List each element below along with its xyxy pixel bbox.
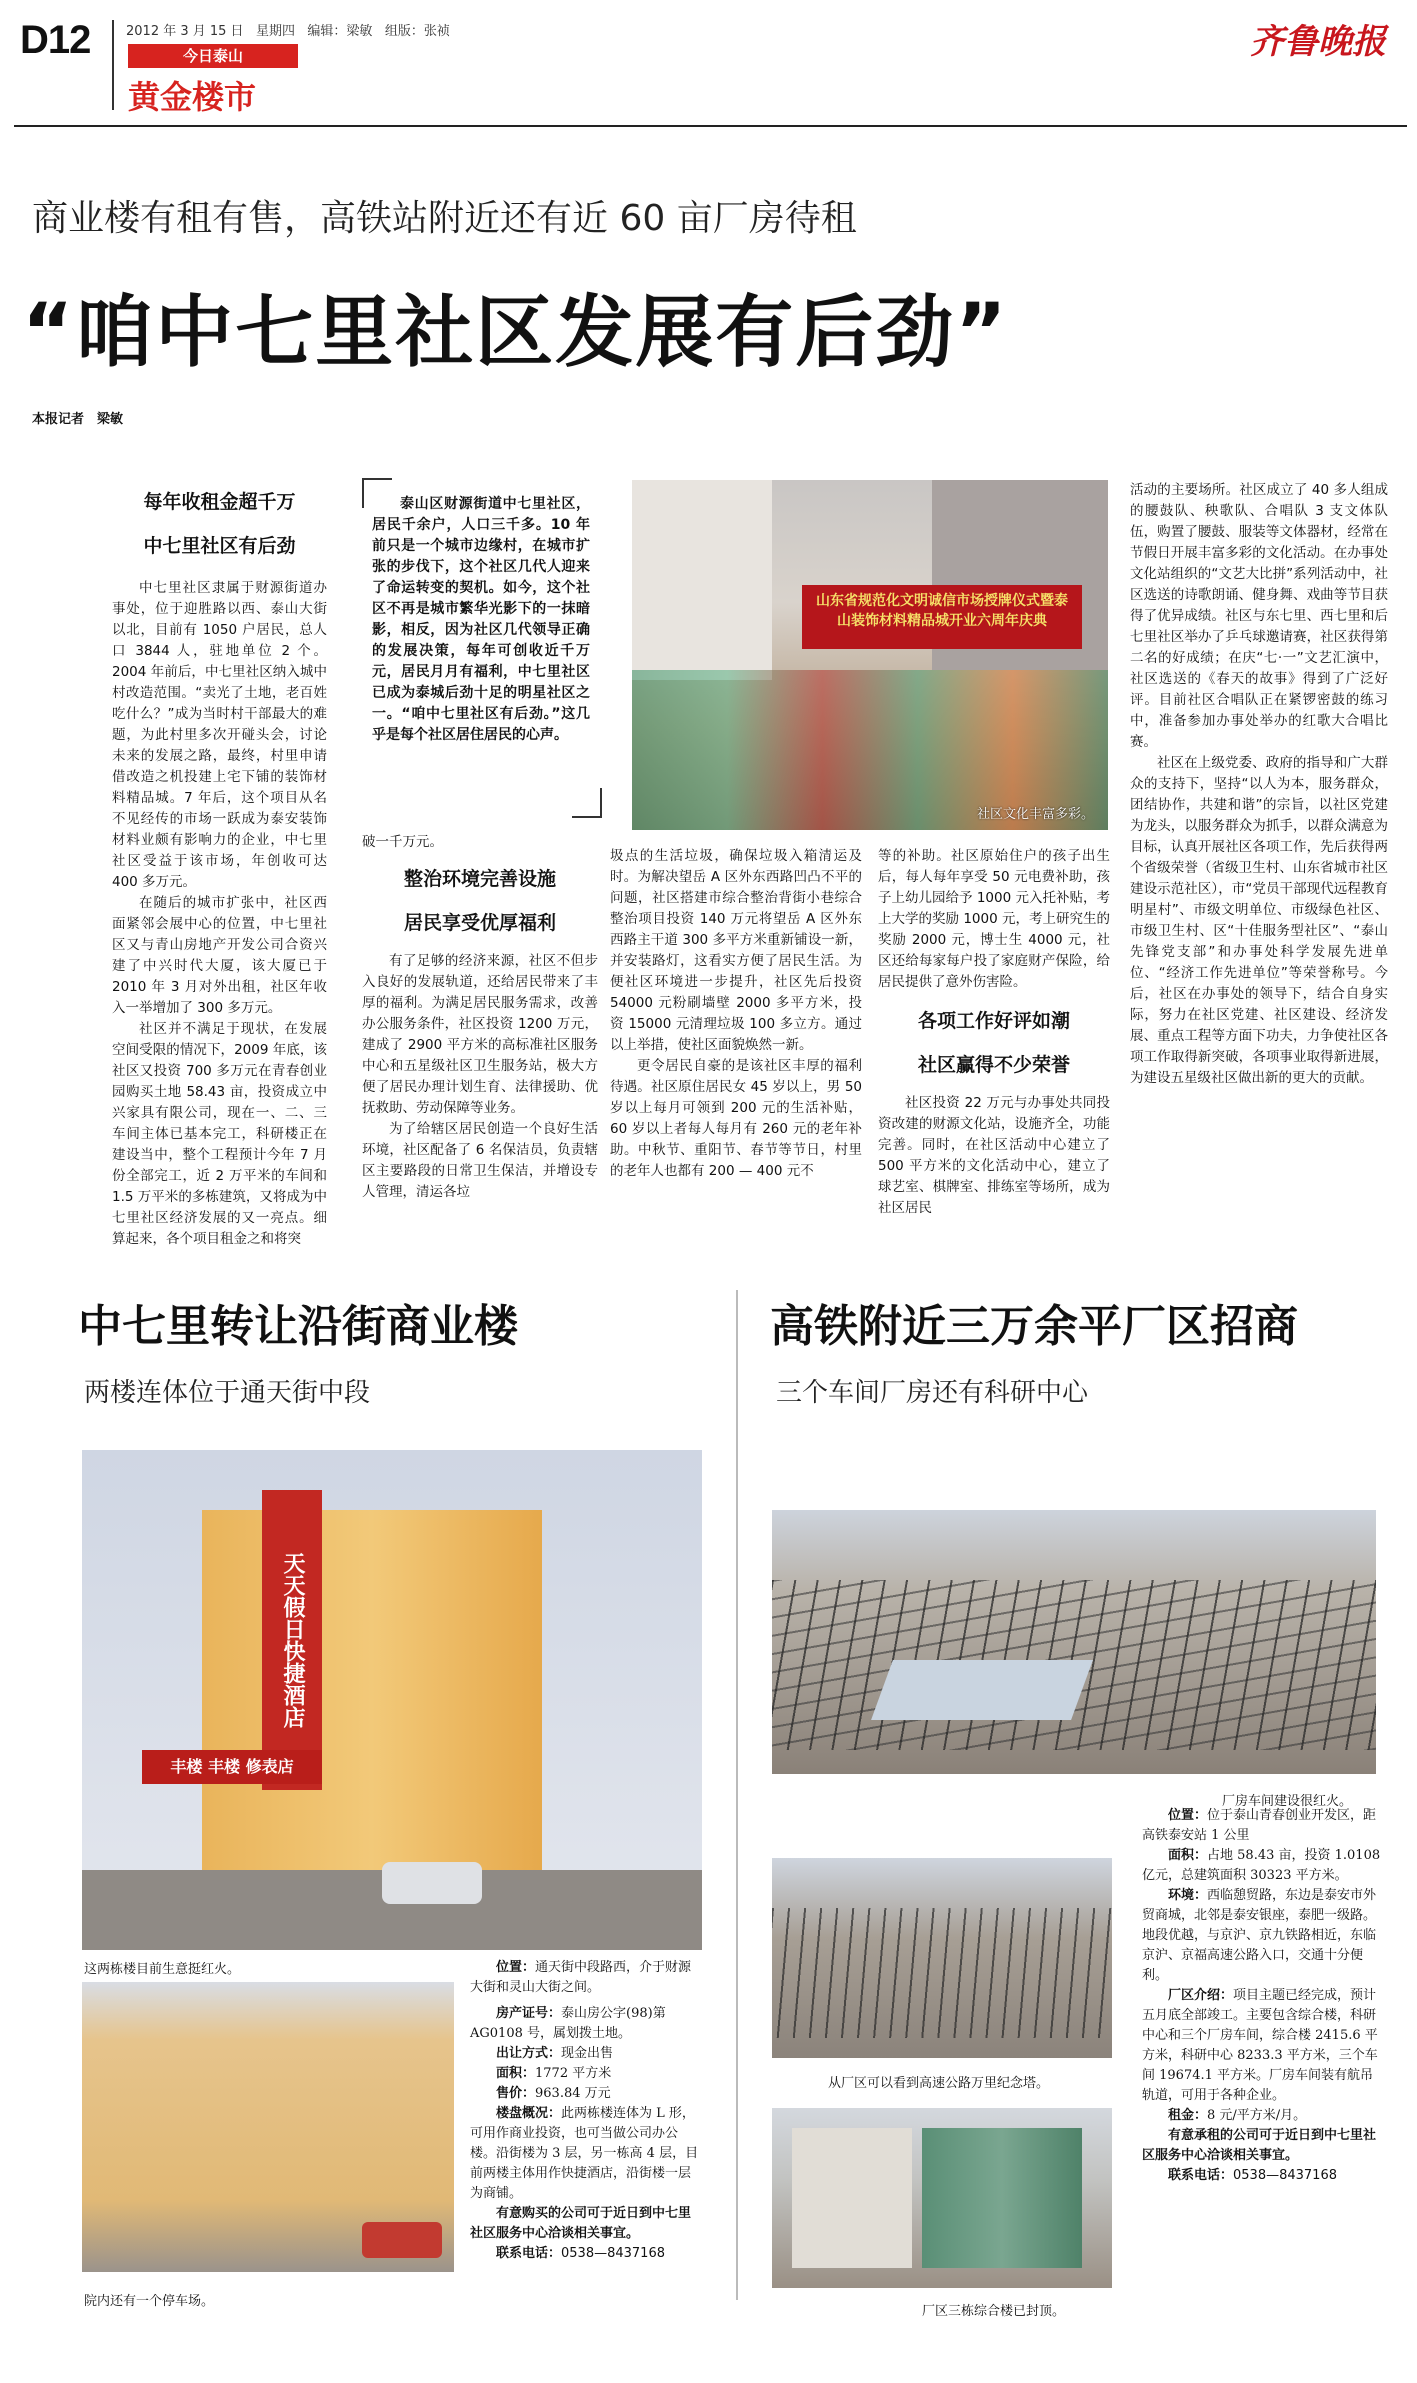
header-rule (14, 125, 1407, 127)
photo-roof-panel (871, 1660, 1093, 1720)
subhead-1b: 中七里社区有后劲 (143, 535, 296, 557)
right-caption-3: 厂区三栋综合楼已封顶。 (922, 2304, 1066, 2319)
col3-paragraph-1: 圾点的生活垃圾，确保垃圾入箱清运及时。为解决望岳 A 区外东西路凹凸不平的问题，社区搭建市综合整治背街小巷综合整治项目投资 140 万元将望岳 A 区外东西路主干道 300 多平方米重新铺设一新，并安装路灯，这看实方便了居民生活。为便社区环境进一步提升，社区先后投资 54000 元粉刷墙壁 2000 多平方米，投资 15000 元清理垃圾 100 多立方。通过以上举措，使社区面貌焕然一新。 (610, 848, 862, 1053)
newspaper-logo: 齐鲁晚报 (1250, 22, 1386, 62)
article-headline: “咱中七里社区发展有后劲” (22, 288, 1009, 378)
factory-building-photo (772, 2108, 1112, 2288)
label-location: 位置： (1168, 1808, 1208, 1823)
value-method: 现金出售 (561, 2046, 614, 2061)
value-location: 位于泰山青春创业开发区，距高铁泰安站 1 公里 (1142, 1808, 1377, 1843)
value-overview: 此两栋楼连体为 L 形，可用作商业投资，也可当做公司办公楼。沿街楼为 3 层，另一栋高 4 层，目前两楼主体用作快捷酒店，沿街楼一层为商铺。 (470, 2106, 699, 2201)
left-area (470, 2064, 702, 2084)
pullquote-bracket-top (362, 478, 364, 508)
parking-yard-photo (82, 1982, 454, 2272)
label-location: 位置： (496, 1960, 536, 1975)
layout-text: 组版：张祯 (384, 24, 450, 39)
left-caption-2: 院内还有一个停车场。 (84, 2294, 215, 2309)
photo-office-block (792, 2128, 912, 2268)
right-caption-2: 从厂区可以看到高速公路万里纪念塔。 (828, 2076, 1050, 2091)
label-phone: 联系电话： (496, 2246, 562, 2261)
label-phone: 联系电话： (1168, 2168, 1234, 2183)
left-listing-title: 中七里转让沿街商业楼 (78, 1301, 518, 1352)
col1-paragraph-1: 中七里社区隶属于财源街道办事处，位于迎胜路以西、泰山大街以北，目前有 1050 户居民，总人口 3844 人，驻地单位 2 个。2004 年前后，中七里社区纳入城中村改造范围。“卖光了土地，老百姓吃什么？”成为当时村干部最大的难题，为此村里多次开碰头会，讨论未来的发展之路，最终，村里申请借改造之机投建上宅下铺的装饰材料精品城。7 年后，这个项目从名不见经传的市场一跃成为泰安装饰材料业颇有影响力的企业，中七里社区受益于该市场，年创收可达 400 多万元。 (112, 580, 327, 890)
label-cert: 房产证号： (496, 2006, 562, 2021)
right-contact-note: 有意承租的公司可于近日到中七里社区服务中心洽谈相关事宜。 (1142, 2128, 1377, 2163)
left-price (470, 2084, 702, 2104)
factory-highway-photo (772, 1858, 1112, 2058)
subhead-1a: 每年收租金超千万 (143, 491, 296, 513)
right-phone (1142, 2166, 1382, 2186)
value-cert: 泰山房公字(98)第 AG0108 号，属划拨土地。 (470, 2006, 666, 2041)
right-listing-subtitle: 三个车间厂房还有科研中心 (776, 1378, 1089, 1408)
value-intro: 项目主题已经完成，预计五月底全部竣工。主要包含综合楼，科研中心和三个厂房车间，综合楼 2415.6 平方米，科研中心 8233.3 平方米，三个车间 19674.1 平方米。厂房车间装有航吊轨道，可用于各种企业。 (1142, 1988, 1378, 2103)
right-intro (1142, 1986, 1382, 2106)
left-location (470, 1958, 702, 1998)
subhead-2b: 居民享受优厚福利 (403, 912, 556, 934)
photo-hotel-sign: 天天假日快捷酒店 (262, 1490, 322, 1790)
right-listing-title: 高铁附近三万余平厂区招商 (770, 1301, 1298, 1352)
pullquote-frame (362, 478, 602, 818)
listing-divider (736, 1290, 738, 2300)
article-byline: 本报记者 梁敏 (32, 412, 124, 427)
hotel-building-photo (82, 1450, 702, 1950)
pullquote-bracket-bot-h (572, 816, 602, 818)
value-phone: 0538—8437168 (1233, 2168, 1337, 2183)
left-listing-subtitle: 两楼连体位于通天街中段 (84, 1378, 371, 1408)
photo-caption: 社区文化丰富多彩。 (976, 807, 1094, 822)
col2-paragraph-2: 为了给辖区居民创造一个良好生活环境，社区配备了 6 名保洁员，负责辖区主要路段的日常卫生保洁，并增设专人管理，清运各垃 (362, 1121, 598, 1200)
left-overview (470, 2104, 702, 2204)
subhead-3b: 社区赢得不少荣誉 (917, 1054, 1070, 1076)
article-column-2 (362, 832, 598, 1260)
label-rent: 租金： (1168, 2108, 1208, 2123)
col2-continuation: 破一千万元。 (362, 834, 443, 850)
factory-steel-photo (772, 1510, 1376, 1774)
pullquote-text: 泰山区财源街道中七里社区，居民千余户，人口三千多。10 年前只是一个城市边缘村，在城市扩张的步伐下，这个社区几代人迎来了命运转变的契机。如今，这个社区不再是城市繁华光影下的一抹暗影，相反，因为社区几代领导正确的发展决策，每年可创收近千万元，居民月月有福利，中七里社区已成为泰城后劲十足的明星社区之一。“咱中七里社区有后劲。”这几乎是每个社区居住居民的心声。 (372, 496, 590, 743)
editor-text: 编辑：梁敏 (307, 24, 373, 39)
left-phone (470, 2244, 702, 2264)
value-area: 占地 58.43 亩，投资 1.0108 亿元，总建筑面积 30323 平方米。 (1142, 1848, 1381, 1883)
header-date (126, 20, 450, 39)
section-title: 黄金楼市 (128, 78, 257, 116)
photo-car (382, 1862, 482, 1904)
value-phone: 0538—8437168 (561, 2246, 665, 2261)
left-contact-note: 有意购买的公司可于近日到中七里社区服务中心洽谈相关事宜。 (470, 2206, 692, 2241)
photo-yard-car (362, 2222, 442, 2258)
label-area: 面积： (1168, 1848, 1208, 1863)
label-area: 面积： (496, 2066, 536, 2081)
photo-shop-sign: 丰楼 丰楼 修表店 (142, 1750, 322, 1784)
value-env: 西临憩贸路，东边是泰安市外贸商城，北邻是泰安银座，泰肥一级路。地段优越，与京沪、京九铁路相近，东临京沪、京福高速公路入口，交通十分便利。 (1142, 1888, 1377, 1983)
photo-stage-banner: 山东省规范化文明诚信市场授牌仪式暨泰山装饰材料精品城开业六周年庆典 (802, 585, 1082, 649)
pullquote-bracket-top-h (362, 478, 392, 480)
date-text: 2012 年 3 月 15 日 (126, 24, 244, 39)
value-price: 963.84 万元 (535, 2086, 611, 2101)
article-column-4 (878, 846, 1110, 1260)
value-area: 1772 平方米 (535, 2066, 612, 2081)
article-column-1 (112, 480, 327, 1260)
article-kicker: 商业楼有租有售，高铁站附近还有近 60 亩厂房待租 (32, 198, 857, 239)
col2-paragraph-1: 有了足够的经济来源，社区不但步入良好的发展轨道，还给居民带来了丰厚的福利。为满足居民服务需求，改善办公服务条件，社区投资 1200 万元，建成了 2900 平方米的高标准社区服务中心和五星级社区卫生服务站，极大方便了居民办理计划生育、法律援助、优抚救助、劳动保障等业务。 (362, 953, 598, 1116)
pullquote-bracket-bot (600, 788, 602, 818)
value-rent: 8 元/平方米/月。 (1207, 2108, 1307, 2123)
right-env (1142, 1886, 1382, 1986)
community-photo (632, 480, 1108, 830)
label-method: 出让方式： (496, 2046, 562, 2061)
col4-paragraph-1: 等的补助。社区原始住户的孩子出生后，每人每年享受 50 元电费补助，孩子上幼儿园给予 1000 元入托补贴，考上大学的奖励 1000 元，考上研究生的奖励 2000 元，博士生 4000 元，社区还给每家每户投了家庭财产保险，给居民提供了意外伤害险。 (878, 848, 1110, 990)
col1-paragraph-3: 社区并不满足于现状，在发展空间受限的情况下，2009 年底，该社区又投资 700 多万元在青春创业园购买土地 58.43 亩，投资成立中兴家具有限公司，现在一、二、三车间主体已基本完工，科研楼正在建设当中，整个工程预计今年 7 月份全部完工，近 2 万平米的车间和 1.5 万平米的多栋建筑，又将成为中七里社区经济发展的又一亮点。细算起来，各个项目租金之和将突 (112, 1021, 327, 1247)
col4-paragraph-2: 社区投资 22 万元与办事处共同投资改建的财源文化站，设施齐全，功能完善。同时，在社区活动中心建立了 500 平方米的文化活动中心，建立了球艺室、棋牌室、排练室等场所，成为社区居民 (878, 1095, 1110, 1216)
right-rent (1142, 2106, 1382, 2126)
right-area (1142, 1846, 1382, 1886)
col1-paragraph-2: 在随后的城市扩张中，社区西面紧邻会展中心的位置，中七里社区又与青山房地产开发公司合资兴建了中兴时代大厦，该大厦已于 2010 年 3 月对外出租，社区年收入一举增加了 300 多万元。 (112, 895, 327, 1016)
left-method (470, 2044, 702, 2064)
right-location (1142, 1806, 1382, 1846)
right-caption-1: 厂房车间建设很红火。 (1222, 1794, 1353, 1809)
photo-building-left (632, 480, 772, 680)
weekday-text: 星期四 (255, 24, 295, 39)
section-tag: 今日泰山 (128, 44, 298, 68)
col5-paragraph-1: 活动的主要场所。社区成立了 40 多人组成的腰鼓队、秧歌队、合唱队 3 支文体队伍，购置了腰鼓、服装等文体器材，经常在节假日开展丰富多彩的文化活动。在办事处文化站组织的“文艺大比拼”系列活动中，社区选送的诗歌朗诵、健身舞、戏曲等节目获得了优异成绩。社区与东七里、西七里和后七里社区举办了乒乓球邀请赛，社区获得第二名的好成绩；在庆“七·一”文艺汇演中，社区选送的《春天的故事》得到了广泛好评。目前社区合唱队正在紧锣密鼓的练习中，准备参加办事处举办的红歌大合唱比赛。 (1130, 482, 1388, 750)
article-column-3 (610, 846, 862, 1260)
label-overview: 楼盘概况： (496, 2106, 562, 2121)
page-code: D12 (20, 18, 91, 62)
right-listing-info (1142, 1806, 1382, 2186)
value-location: 通天街中段路西，介于财源大街和灵山大街之间。 (470, 1960, 692, 1995)
photo-hotel-body (202, 1510, 542, 1870)
article-column-5 (1130, 480, 1388, 1260)
col3-paragraph-2: 更令居民自豪的是该社区丰厚的福利待遇。社区原住居民女 45 岁以上，男 50 岁以上每月可领到 200 元的生活补贴，60 岁以上者每人每月有 260 元的老年补助。中秋节、重阳节、春节等节日，村里的老年人也都有 200 — 400 元不 (610, 1058, 862, 1179)
left-listing-info (470, 1958, 702, 2264)
label-intro: 厂区介绍： (1168, 1988, 1234, 2003)
left-caption-1: 这两栋楼目前生意挺红火。 (84, 1962, 241, 1977)
label-env: 环境： (1168, 1888, 1208, 1903)
col5-paragraph-2: 社区在上级党委、政府的指导和广大群众的支持下，坚持“以人为本，服务群众，团结协作，共建和谐”的宗旨，以社区党建为龙头，以服务群众为抓手，以群众满意为目标，认真开展社区各项工作，先后获得两个省级荣誉（省级卫生村、山东省城市社区建设示范社区），市“党员干部现代远程教育明星村”、市级文明单位、市级绿色社区、市级卫生村、区“十佳服务型社区”、“泰山先锋党支部”和办事处科学发展先进单位、“经济工作先进单位”等荣誉称号。今后，社区在办事处的领导下，结合自身实际，努力在社区党建、社区建设、经济发展、重点工程等方面下功夫，力争使社区各项工作取得新突破，各项事业取得新进展，为建设五星级社区做出新的更大的贡献。 (1130, 755, 1388, 1086)
label-price: 售价： (496, 2086, 536, 2101)
photo-steel-frame (772, 1908, 1112, 2038)
subhead-3a: 各项工作好评如潮 (917, 1010, 1070, 1032)
subhead-2a: 整治环境完善设施 (403, 868, 556, 890)
photo-green-net (922, 2128, 1082, 2268)
left-cert (470, 2004, 702, 2044)
header-divider (112, 20, 114, 110)
